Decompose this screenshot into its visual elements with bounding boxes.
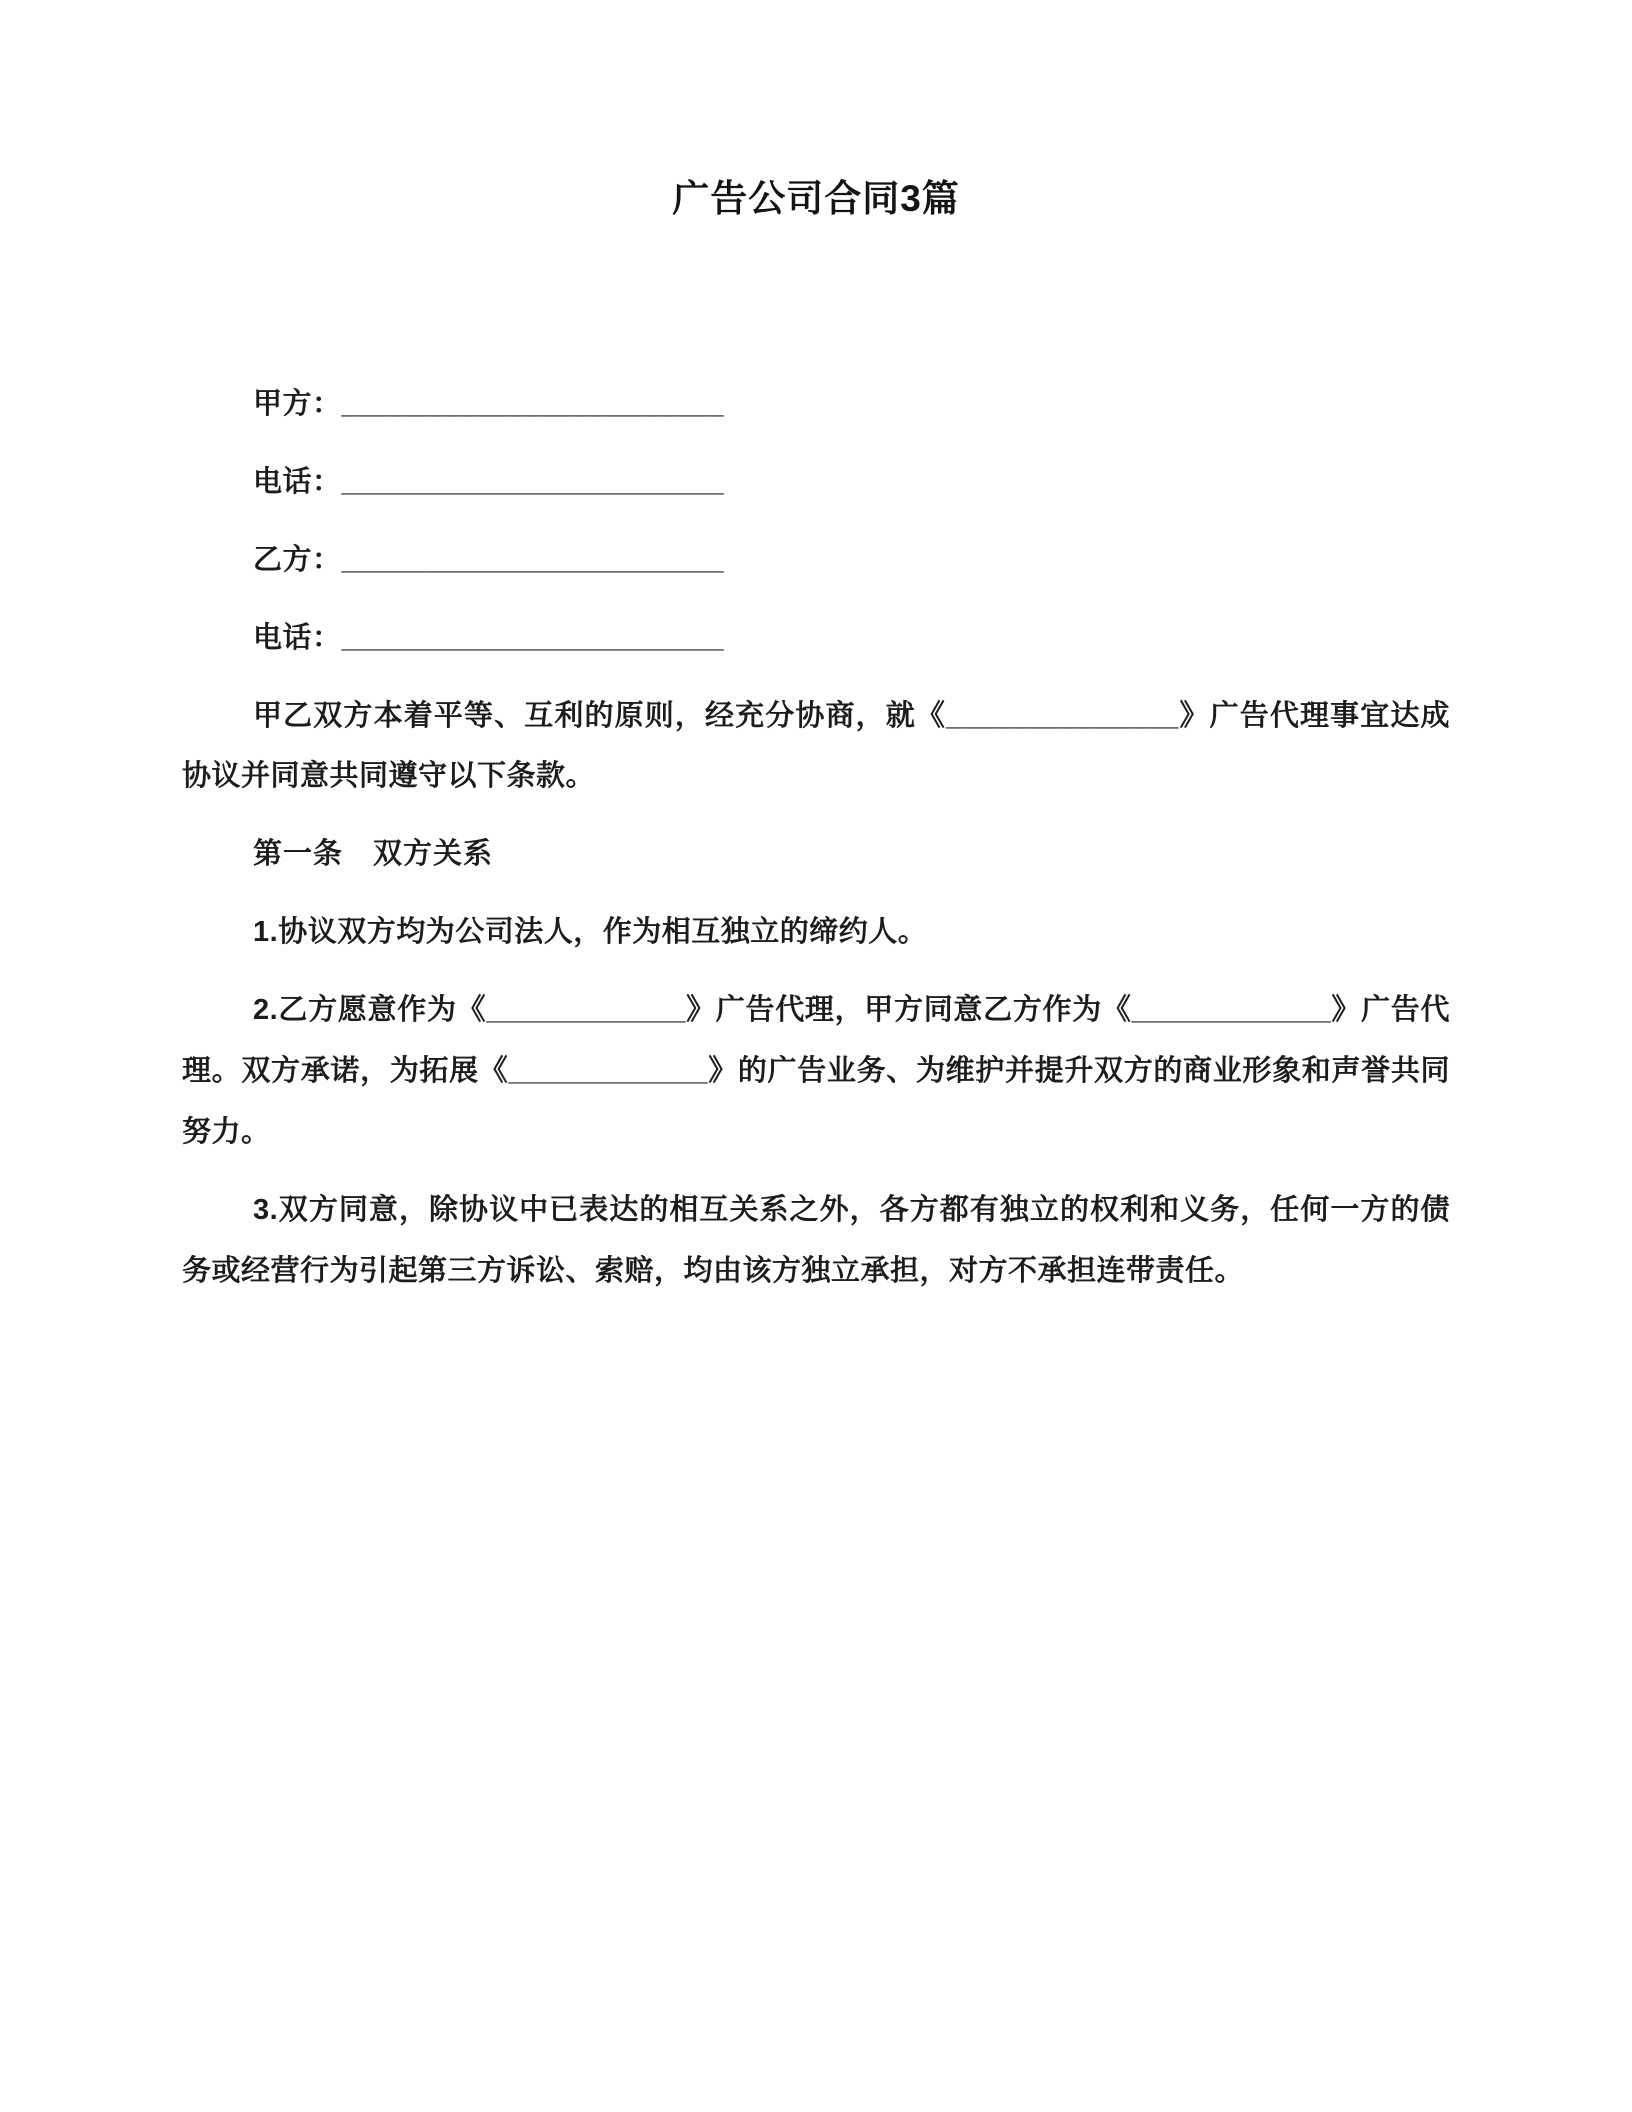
paragraph-phone-b-blank: 电话：_______________________ (253, 621, 725, 654)
paragraph-clause-2: 2.乙方愿意作为《____________》广告代理，甲方同意乙方作为《____________》广告代理。双方承诺，为拓展《____________》的广告业务、为维护并提升双方的商业形象和声誉共同努力。 (182, 994, 1450, 1148)
document-title: 广告公司合同3篇 (672, 178, 960, 219)
section-heading-article-1: 第一条 双方关系 (253, 838, 494, 871)
paragraph-preamble: 甲乙双方本着平等、互利的原则，经充分协商，就《______________》广告代理事宜达成协议并同意共同遵守以下条款。 (182, 699, 1450, 793)
paragraph-clause-1: 1.协议双方均为公司法人，作为相互独立的缔约人。 (253, 916, 928, 949)
paragraph-party-b-blank: 乙方：_______________________ (253, 543, 725, 576)
paragraph-party-a-blank: 甲方：_______________________ (253, 388, 725, 420)
paragraph-clause-3: 3.双方同意，除协议中已表达的相互关系之外，各方都有独立的权利和义务，任何一方的债务或经营行为引起第三方诉讼、索赔，均由该方独立承担，对方不承担连带责任。 (182, 1193, 1450, 1287)
paragraph-phone-a-blank: 电话：_______________________ (253, 465, 725, 498)
